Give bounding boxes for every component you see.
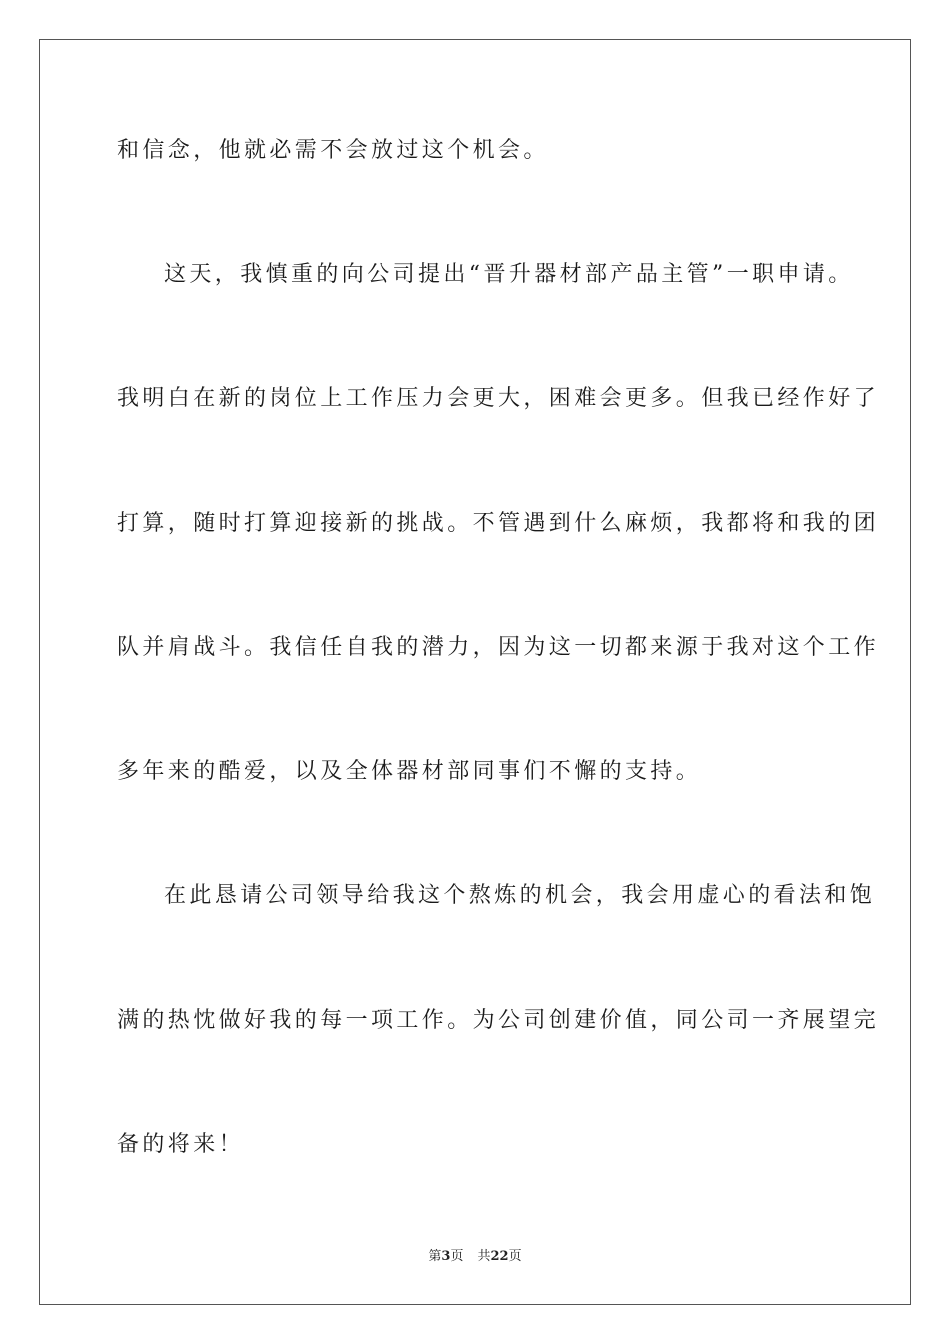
text-line: 队并肩战斗。我信任自我的潜力，因为这一切都来源于我对这个工作 bbox=[117, 635, 880, 660]
page-border bbox=[39, 39, 911, 1305]
footer-page-suffix: 页 bbox=[450, 1249, 464, 1264]
current-page-number: 3 bbox=[441, 1249, 451, 1264]
page-footer bbox=[0, 1248, 950, 1266]
text-line: 备的将来！ bbox=[117, 1132, 245, 1157]
footer-page-prefix: 第 bbox=[428, 1249, 442, 1264]
text-line: 在此恳请公司领导给我这个熬炼的机会，我会用虚心的看法和饱 bbox=[164, 883, 876, 908]
text-line: 和信念，他就必需不会放过这个机会。 bbox=[117, 138, 549, 163]
text-line: 打算，随时打算迎接新的挑战。不管遇到什么麻烦，我都将和我的团 bbox=[117, 511, 880, 536]
text-line: 满的热忱做好我的每一项工作。为公司创建价值，同公司一齐展望完 bbox=[117, 1008, 880, 1033]
text-line: 我明白在新的岗位上工作压力会更大，困难会更多。但我已经作好了 bbox=[117, 386, 880, 411]
text-line: 这天，我慎重的向公司提出“晋升器材部产品主管”一职申请。 bbox=[164, 262, 854, 287]
footer-total-prefix: 共 bbox=[477, 1249, 491, 1264]
footer-total-suffix: 页 bbox=[508, 1249, 522, 1264]
text-line: 多年来的酷爱，以及全体器材部同事们不懈的支持。 bbox=[117, 759, 702, 784]
total-page-count: 22 bbox=[490, 1249, 509, 1264]
